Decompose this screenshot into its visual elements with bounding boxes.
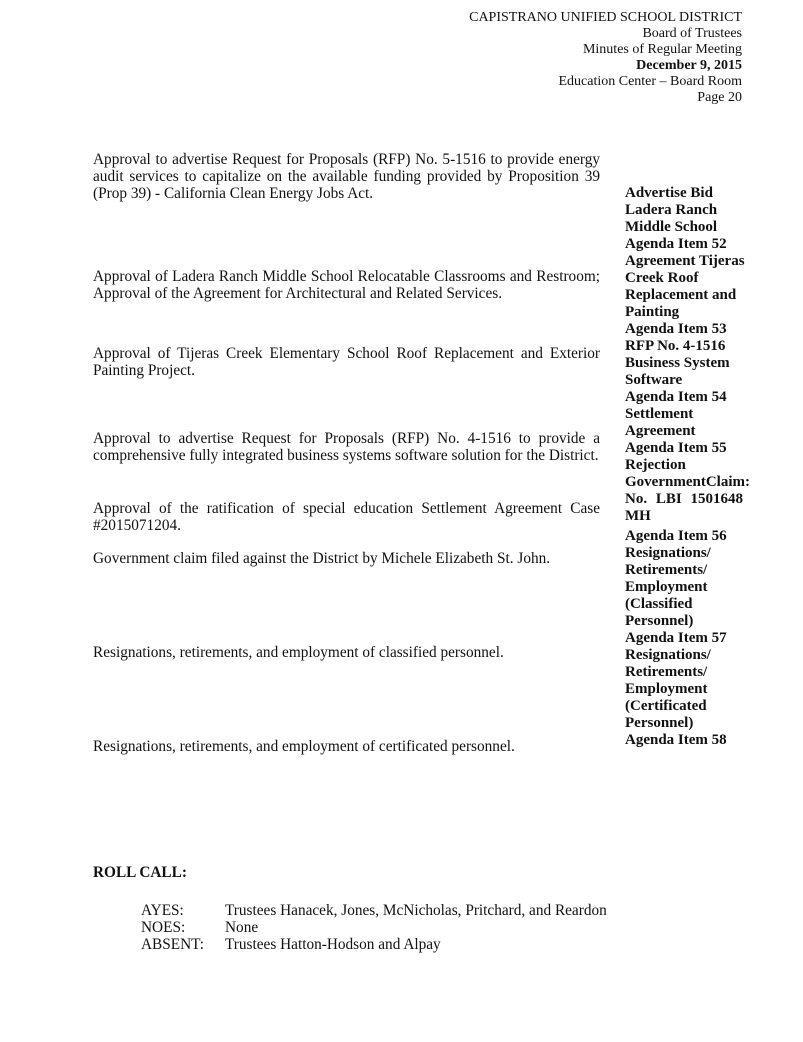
margin-heading: Ladera Ranch	[625, 202, 718, 218]
margin-heading: Agenda Item 54	[625, 389, 727, 405]
margin-heading: Resignations/	[625, 647, 711, 663]
meeting-location: Education Center – Board Room	[558, 74, 742, 89]
margin-heading: Personnel)	[625, 715, 694, 731]
margin-word: Claim:	[705, 474, 750, 490]
item-paragraph: Approval to advertise Request for Proposals (RFP) No. 4-1516 to provide a comprehensive fully integrated business systems software solution for the District.	[93, 430, 600, 464]
vote-row-absent	[141, 936, 607, 953]
minutes-title: Minutes of Regular Meeting	[582, 42, 742, 57]
margin-heading: Retirements/	[625, 664, 708, 680]
item-paragraph: Resignations, retirements, and employment of classified personnel.	[93, 644, 504, 661]
vote-label: ABSENT:	[141, 936, 204, 953]
item-paragraph: Approval of the ratification of special education Settlement Agreement Case #2015071204.	[93, 500, 600, 534]
margin-heading: (Certificated	[625, 698, 707, 714]
margin-heading	[625, 491, 743, 508]
margin-heading: Retirements/	[625, 562, 708, 578]
margin-word: No.	[625, 491, 648, 507]
vote-label: NOES:	[141, 919, 186, 936]
district-name: CAPISTRANO UNIFIED SCHOOL DISTRICT	[469, 10, 742, 25]
margin-heading: Replacement and	[625, 287, 737, 303]
roll-call-heading: ROLL CALL:	[93, 864, 187, 881]
vote-value: Trustees Hatton-Hodson and Alpay	[225, 936, 441, 953]
margin-heading: (Classified	[625, 596, 693, 612]
margin-heading: Middle School	[625, 219, 718, 235]
margin-headings	[625, 185, 755, 749]
margin-word: Government	[625, 474, 706, 490]
vote-row-noes	[141, 919, 607, 936]
margin-heading: RFP No. 4-1516	[625, 338, 726, 354]
margin-heading: Settlement	[625, 406, 694, 422]
vote-value: None	[225, 919, 259, 936]
margin-heading: MH	[625, 508, 651, 524]
margin-heading: Agenda Item 56	[625, 528, 727, 544]
margin-heading: Rejection	[625, 457, 686, 473]
margin-word: 1501648	[690, 491, 743, 507]
margin-heading: Resignations/	[625, 545, 711, 561]
margin-heading	[625, 474, 750, 491]
page-number: Page 20	[697, 90, 742, 105]
margin-heading: Painting	[625, 304, 680, 320]
margin-heading: Software	[625, 372, 683, 388]
meeting-date: December 9, 2015	[636, 58, 742, 73]
board-name: Board of Trustees	[642, 26, 742, 41]
margin-heading: Personnel)	[625, 613, 694, 629]
margin-heading: Agenda Item 52	[625, 236, 727, 252]
margin-heading: Agenda Item 55	[625, 440, 727, 456]
margin-heading: Advertise Bid	[625, 185, 713, 201]
item-paragraph: Government claim filed against the District by Michele Elizabeth St. John.	[93, 550, 551, 567]
margin-heading: Creek Roof	[625, 270, 699, 286]
vote-value: Trustees Hanacek, Jones, McNicholas, Pritchard, and Reardon	[225, 902, 607, 919]
margin-word: LBI	[655, 491, 682, 507]
margin-heading: Agenda Item 57	[625, 630, 727, 646]
margin-heading: Business System	[625, 355, 730, 371]
margin-heading: Agreement	[625, 423, 696, 439]
item-paragraph: Approval of Ladera Ranch Middle School Relocatable Classrooms and Restroom; Approval of the Agreement for Architectural and Related Services.	[93, 268, 600, 302]
vote-row-ayes	[141, 902, 607, 919]
vote-label: AYES:	[141, 902, 184, 919]
margin-heading: Employment	[625, 579, 708, 595]
item-paragraph: Resignations, retirements, and employment of certificated personnel.	[93, 738, 515, 755]
item-paragraph: Approval to advertise Request for Proposals (RFP) No. 5-1516 to provide energy audit services to capitalize on the available funding provided by Proposition 39 (Prop 39) - California Clean Energy Jobs Act.	[93, 151, 600, 202]
margin-heading: Agenda Item 53	[625, 321, 727, 337]
margin-heading: Agreement Tijeras	[625, 253, 745, 269]
item-paragraph: Approval of Tijeras Creek Elementary School Roof Replacement and Exterior Painting Project.	[93, 345, 600, 379]
roll-call-votes	[141, 902, 607, 953]
margin-heading: Employment	[625, 681, 708, 697]
margin-heading: Agenda Item 58	[625, 732, 727, 748]
page-header	[469, 10, 742, 106]
